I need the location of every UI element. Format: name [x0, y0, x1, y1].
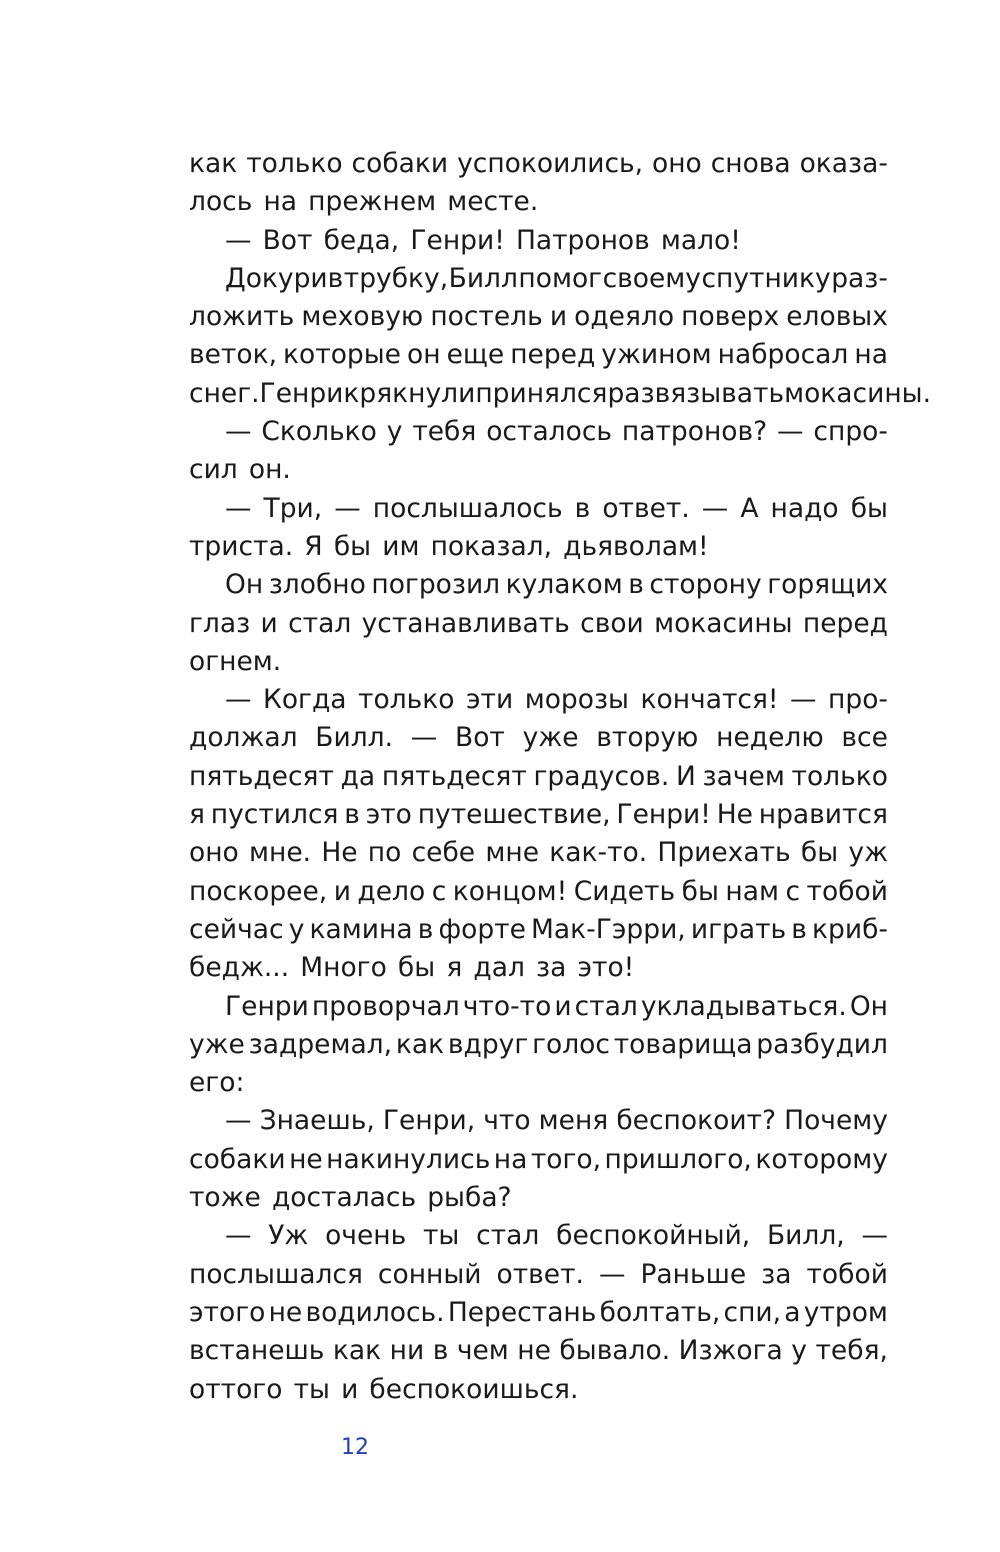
text-line: как только собаки успокоились, оно снова оказа-	[189, 148, 888, 179]
text-line: послышался сонный ответ. — Раньше за тобой	[189, 1258, 888, 1290]
text-line: тоже досталась рыба?	[189, 1182, 512, 1214]
text-line: бедж... Много бы я дал за это!	[189, 952, 635, 984]
body-text	[189, 145, 932, 1409]
text-line: Докурив трубку, Билл помог своему спутнику раз-	[225, 262, 888, 294]
text-line: — Когда только эти морозы кончатся! — про-	[225, 684, 888, 716]
text-line: сил он.	[189, 454, 291, 486]
text-line: — Знаешь, Генри, что меня беспокоит? Почему	[225, 1105, 888, 1137]
text-line: — Уж очень ты стал беспокойный, Билл, —	[225, 1220, 888, 1252]
text-line: глаз и стал устанавливать свои мокасины перед	[189, 607, 888, 639]
text-line: Он злобно погрозил кулаком в сторону горящих	[225, 569, 888, 601]
text-line: Генри проворчал что-то и стал укладываться. Он	[225, 990, 888, 1022]
text-line: оно мне. Не по себе мне как-то. Приехать бы уж	[189, 837, 888, 869]
text-line: уже задремал, как вдруг голос товарища разбудил	[189, 1028, 888, 1060]
text-line: лось на прежнем месте.	[189, 186, 539, 218]
text-line: пятьдесят да пятьдесят градусов. И зачем только	[189, 760, 888, 792]
text-line: должал Билл. — Вот уже вторую неделю все	[189, 722, 888, 754]
text-line: — Вот беда, Генри! Патронов мало!	[225, 224, 741, 256]
text-line: огнем.	[189, 645, 282, 677]
page-number: 12	[341, 1435, 369, 1460]
text-line: веток, которые он еще перед ужином набросал на	[189, 339, 888, 371]
text-line: собаки не накинулись на того, пришлого, которому	[189, 1143, 888, 1175]
text-line: ложить меховую постель и одеяло поверх еловых	[189, 301, 888, 333]
text-line: его:	[189, 1067, 245, 1099]
text-line: оттого ты и беспокоишься.	[189, 1373, 579, 1405]
text-line: — Три, — послышалось в ответ. — А надо бы	[225, 492, 888, 524]
text-line: — Сколько у тебя осталось патронов? — спро-	[225, 416, 888, 448]
text-line: поскорее, и дело с концом! Сидеть бы нам с тобой	[189, 875, 888, 907]
text-line: сейчас у камина в форте Мак-Гэрри, играть в криб-	[189, 913, 888, 945]
text-line: встанешь как ни в чем не бывало. Изжога у тебя,	[189, 1335, 888, 1367]
text-line: триста. Я бы им показал, дьяволам!	[189, 530, 709, 562]
text-line: этого не водилось. Перестань болтать, спи, а утром	[189, 1296, 888, 1328]
text-line: я пустился в это путешествие, Генри! Не нравится	[189, 799, 888, 831]
text-line: снег. Генри крякнул и принялся развязывать мокасины.	[189, 377, 932, 409]
